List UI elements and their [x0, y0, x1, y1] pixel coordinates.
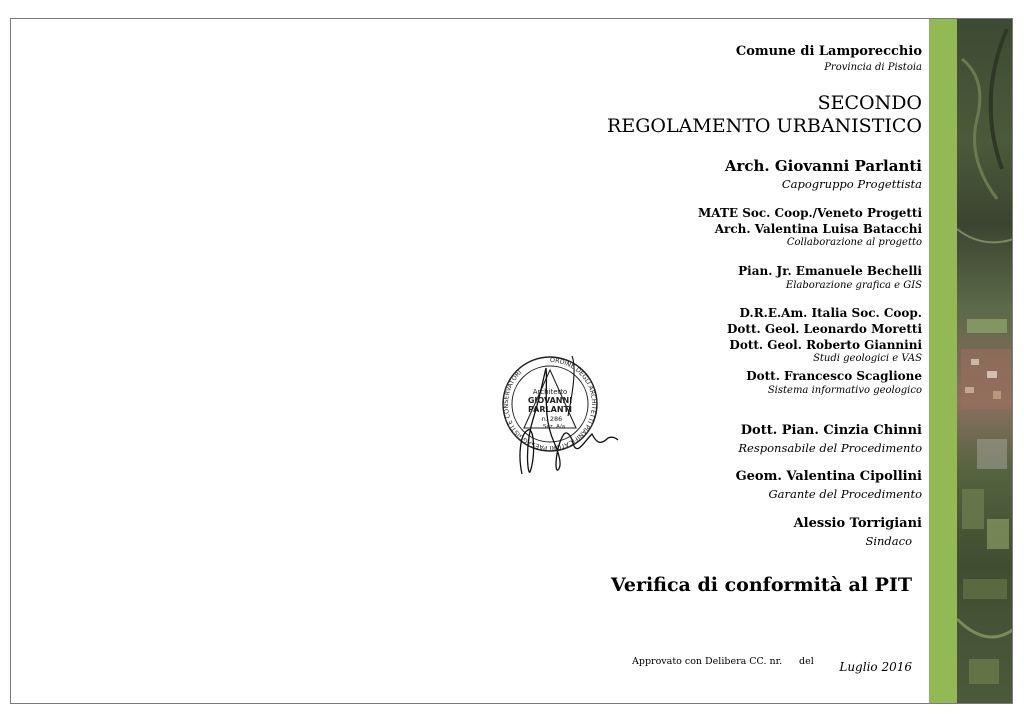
- architect-stamp-signature: [484, 346, 624, 476]
- lead-designer-name: Arch. Giovanni Parlanti: [724, 157, 922, 175]
- municipality-name: Comune di Lamporecchio: [735, 44, 922, 59]
- responsible-role: Responsabile del Procedimento: [738, 441, 922, 455]
- aerial-photo-strip: [957, 19, 1013, 703]
- title-line-1: SECONDO: [817, 92, 922, 114]
- collaborator-name: Arch. Valentina Luisa Batacchi: [714, 222, 922, 236]
- responsible-name: Dott. Pian. Cinzia Chinni: [740, 423, 922, 438]
- geologist-2-name: Dott. Geol. Roberto Giannini: [729, 338, 922, 352]
- province-name: Provincia di Pistoia: [824, 62, 922, 73]
- geology-role: Studi geologici e VAS: [813, 353, 922, 364]
- stamp-line-4: n. 286: [541, 415, 563, 423]
- approval-text: Approvato con Delibera CC. nr.: [632, 656, 783, 667]
- collaborator-org: MATE Soc. Coop./Veneto Progetti: [698, 206, 922, 220]
- stamp-line-2: GIOVANNI: [527, 396, 573, 405]
- document-date: Luglio 2016: [839, 660, 912, 674]
- green-band: [929, 19, 957, 703]
- mayor-role: Sindaco: [865, 534, 912, 548]
- info-system-role: Sistema informativo geologico: [767, 385, 922, 396]
- stamp-line-3: PARLANTI: [528, 405, 572, 414]
- guarantor-role: Garante del Procedimento: [768, 487, 922, 501]
- approval-del: del: [799, 656, 814, 667]
- info-system-name: Dott. Francesco Scaglione: [746, 369, 922, 383]
- guarantor-name: Geom. Valentina Cipollini: [735, 469, 922, 484]
- gis-name: Pian. Jr. Emanuele Bechelli: [738, 264, 922, 278]
- mayor-name: Alessio Torrigiani: [793, 516, 922, 531]
- stamp-line-1: Architetto: [532, 388, 568, 396]
- aerial-photo-texture: [957, 19, 1013, 703]
- document-title: Verifica di conformità al PIT: [610, 574, 912, 596]
- geology-org: D.R.E.Am. Italia Soc. Coop.: [739, 306, 922, 320]
- stamp-line-5: Sez. A/a: [542, 424, 566, 430]
- lead-designer-role: Capogruppo Progettista: [781, 177, 922, 191]
- title-line-2: REGOLAMENTO URBANISTICO: [607, 115, 922, 137]
- collaborator-role: Collaborazione al progetto: [786, 237, 922, 248]
- geologist-1-name: Dott. Geol. Leonardo Moretti: [726, 322, 922, 336]
- gis-role: Elaborazione grafica e GIS: [785, 280, 922, 291]
- stamp-ring-text: ORDINE DEGLI ARCHITETTI PIANIFICATORI PAESAGGISTI E CONSERVATORI: [502, 356, 598, 452]
